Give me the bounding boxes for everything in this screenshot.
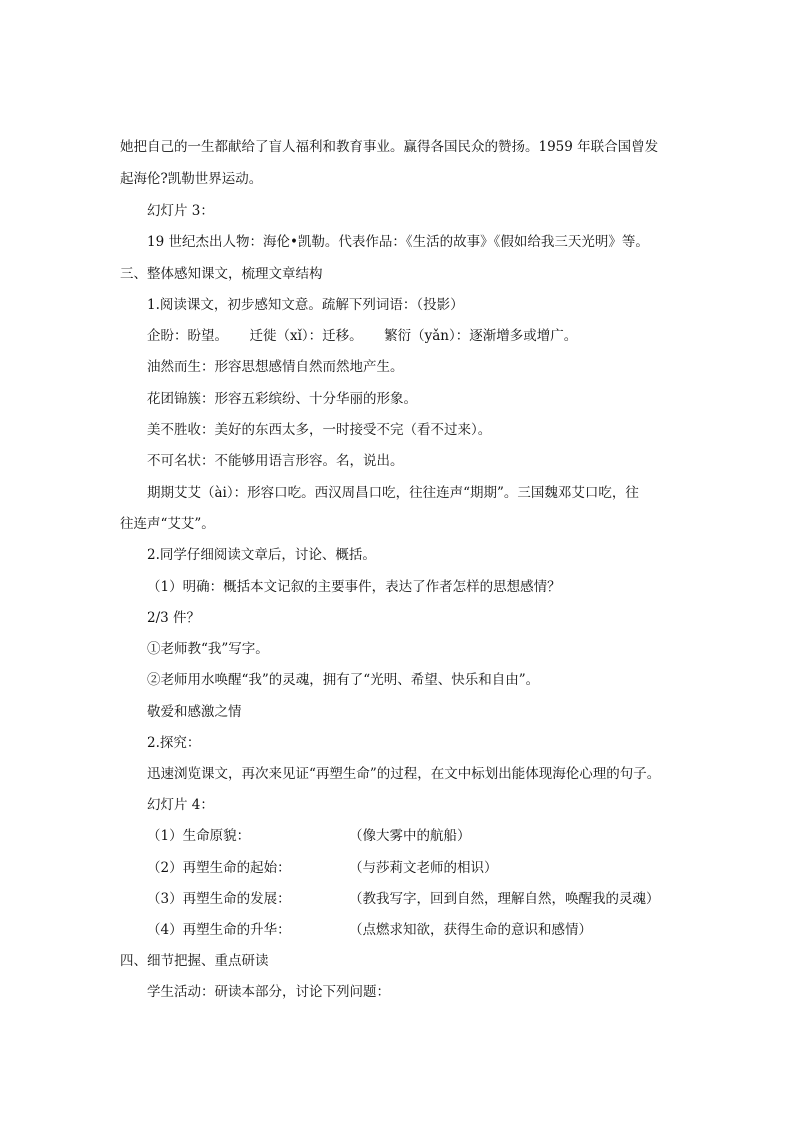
task-text: 2.同学仔细阅读文章后，讨论、概括。 [147,547,376,563]
explore-label: 2.探究： [147,735,201,751]
vocab-item: 企盼：盼望。 迁徙（xǐ）：迁移。 繁衍（yǎn）：逐渐增多或增广。 [147,328,578,344]
question-text: （1）明确：概括本文记叙的主要事件，表达了作者怎样的思想感情？ [147,579,561,595]
event-item: ①老师教“我”写字。 [147,641,269,657]
paragraph-line: 起海伦?凯勒世界运动。 [120,171,263,187]
slide-row-value: （与莎莉文老师的相识） [349,860,498,876]
vocab-item: 期期艾艾（ài）：形容口吃。西汉周昌口吃，往往连声“期期”。三国魏邓艾口吃，往 [147,485,639,501]
slide-row-value: （点燃求知欲，获得生命的意识和感情） [349,922,592,938]
event-item: ②老师用水唤醒“我”的灵魂，拥有了“光明、希望、快乐和自由”。 [147,672,540,688]
explore-text: 迅速浏览课文，再次来见证“再塑生命”的过程，在文中标划出能体现海伦心理的句子。 [147,766,661,782]
vocab-item: 花团锦簇：形容五彩缤纷、十分华丽的形象。 [147,391,417,407]
slide-label: 幻灯片 3： [147,203,214,219]
vocab-item: 油然而生：形容思想感情自然而然地产生。 [147,359,404,375]
slide-row-value: （像大雾中的航船） [349,828,471,844]
task-text: 1.阅读课文，初步感知文意。疏解下列词语：（投影） [147,297,464,313]
slide-label: 幻灯片 4： [147,797,214,813]
vocab-item: 往连声“艾艾”。 [120,516,215,532]
vocab-item: 美不胜收：美好的东西太多，一时接受不完（看不过来）。 [147,422,492,438]
section-heading: 四、细节把握、重点研读 [120,953,269,969]
vocab-item: 不可名状：不能够用语言形容。名，说出。 [147,453,404,469]
slide-row-label: （1）生命原貌： [147,828,251,844]
slide-row-value: （教我写字，回到自然，理解自然，唤醒我的灵魂） [349,891,660,907]
slide-row-label: （3）再塑生命的发展： [147,891,291,907]
activity-text: 学生活动：研读本部分，讨论下列问题： [147,984,390,1000]
slide-text: 19 世纪杰出人物：海伦•凯勒。代表作品：《生活的故事》《假如给我三天光明》等。 [147,234,649,250]
paragraph-line: 她把自己的一生都献给了盲人福利和教育事业。赢得各国民众的赞扬。1959 年联合国曾发 [120,139,659,155]
count-text: 2/3 件？ [147,610,201,626]
slide-row-label: （2）再塑生命的起始： [147,860,291,876]
slide-row-label: （4）再塑生命的升华： [147,922,291,938]
section-heading: 三、整体感知课文，梳理文章结构 [120,266,323,282]
emotion-text: 敬爱和感激之情 [147,704,242,720]
